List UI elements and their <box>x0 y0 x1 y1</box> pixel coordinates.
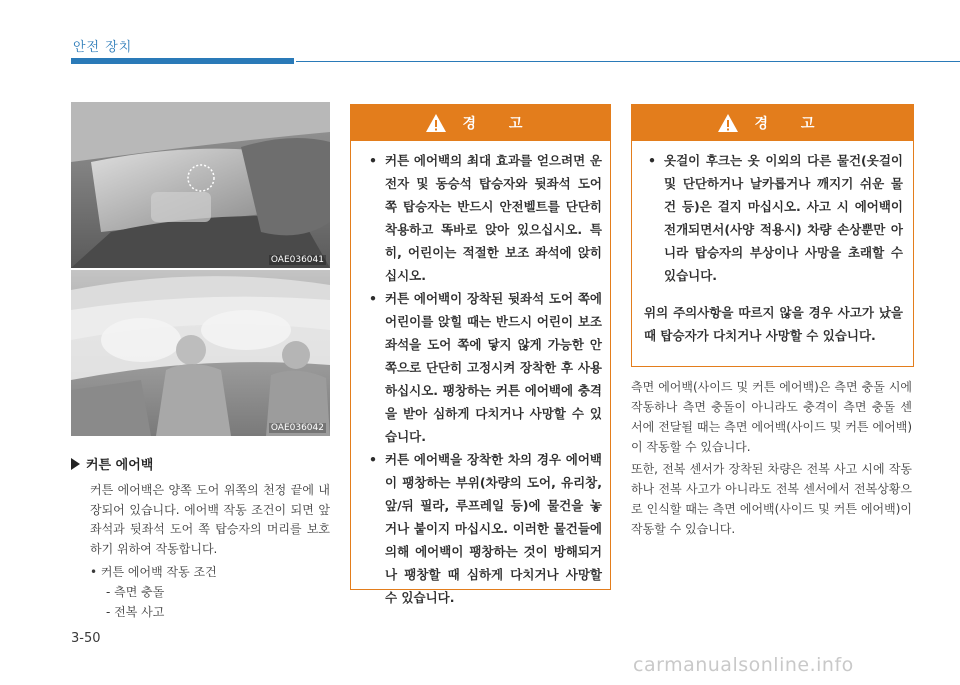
photo-code: OAE036041 <box>270 255 324 265</box>
warning-triangle-icon <box>717 113 739 133</box>
section-paragraph: 커튼 에어백은 양쪽 도어 위쪽의 천정 끝에 내장되어 있습니다. 에어백 작동 조건이 되면 앞좌석과 뒷좌석 도어 쪽 탑승자의 머리를 보호하기 위하여 작동합니다. <box>90 483 330 556</box>
warning-item: • 커튼 에어백의 최대 효과를 얻으려면 운전자 및 동승석 탑승자와 뒷좌석 도어 쪽 탑승자는 반드시 안전벨트를 단단히 착용하고 똑바로 앉아 있으십시오. 특히, 어린이는 적절한 보조 좌석에 앉히십시오. <box>369 153 602 283</box>
conditions-bullet: • 커튼 에어백 작동 조건 <box>90 565 217 579</box>
photo-curtain-airbag-location <box>71 102 330 268</box>
triangle-bullet-icon <box>71 458 80 470</box>
warning-list <box>351 141 610 609</box>
warning-item: • 커튼 에어백이 장착된 뒷좌석 도어 쪽에 어린이를 앉힐 때는 반드시 어린이 보조 좌석을 도어 쪽에 닿지 않게 가능한 안쪽으로 단단히 고정시켜 장착한 후 사용하십시오. 팽창하는 커튼 에어백에 충격을 받아 심하게 다치거나 사망할 수 있습니다. <box>369 291 602 444</box>
warning-item: • 커튼 에어백을 장착한 차의 경우 에어백이 팽창하는 부위(차량의 도어, 유리창, 앞/뒤 필라, 루프레일 등)에 물건을 놓거나 붙이지 마십시오. 이러한 물건들에 의해 에어백이 팽창하는 것이 방해되거나 팽창할 때 심하게 다치거나 사망할 수 있습니다. <box>369 452 602 605</box>
warning-header: 경 고 <box>632 105 913 141</box>
right-paragraph-rollover: 또한, 전복 센서가 장착된 차량은 전복 사고 시에 작동하나 전복 사고가 아니라도 전복 센서에서 전복상황으로 인식할 때는 측면 에어백(사이드 및 커튼 에어백)이 작동할 수 있습니다. <box>631 462 912 536</box>
photo-curtain-airbag-deployed <box>71 270 330 436</box>
photo-code: OAE036042 <box>270 423 324 433</box>
warning-triangle-icon <box>425 113 447 133</box>
warning-note: 위의 주의사항을 따르지 않을 경우 사고가 났을 때 탑승자가 다치거나 사망할 수 있습니다. <box>644 305 903 343</box>
header-rule <box>296 61 960 62</box>
watermark: carmanualsonline.info <box>633 654 854 676</box>
warning-box-right <box>631 104 914 367</box>
warning-item: • 옷걸이 후크는 옷 이외의 다른 물건(옷걸이 및 단단하거나 날카롭거나 깨지기 쉬운 물건 등)은 걸지 마십시오. 사고 시 에어백이 전개되면서(사양 적용시) 차량 손상뿐만 아니라 탑승자의 부상이나 사망을 초래할 수 있습니다. <box>648 153 903 283</box>
condition-rollover: - 전복 사고 <box>106 605 165 619</box>
page-number: 3-50 <box>71 631 101 646</box>
section-header-title: 안전 장치 <box>73 40 133 55</box>
warning-list <box>632 141 913 287</box>
section-heading: 커튼 에어백 <box>71 454 153 473</box>
warning-box-left <box>350 104 611 605</box>
header-accent-bar <box>71 58 294 64</box>
warning-header: 경 고 <box>351 105 610 141</box>
condition-side-impact: - 측면 충돌 <box>106 585 165 599</box>
right-paragraph-side-airbag: 측면 에어백(사이드 및 커튼 에어백)은 측면 충돌 시에 작동하나 측면 충돌이 아니라도 충격이 측면 충돌 센서에 전달될 때는 측면 에어백(사이드 및 커튼 에어백)이 작동할 수 있습니다. <box>631 380 912 454</box>
